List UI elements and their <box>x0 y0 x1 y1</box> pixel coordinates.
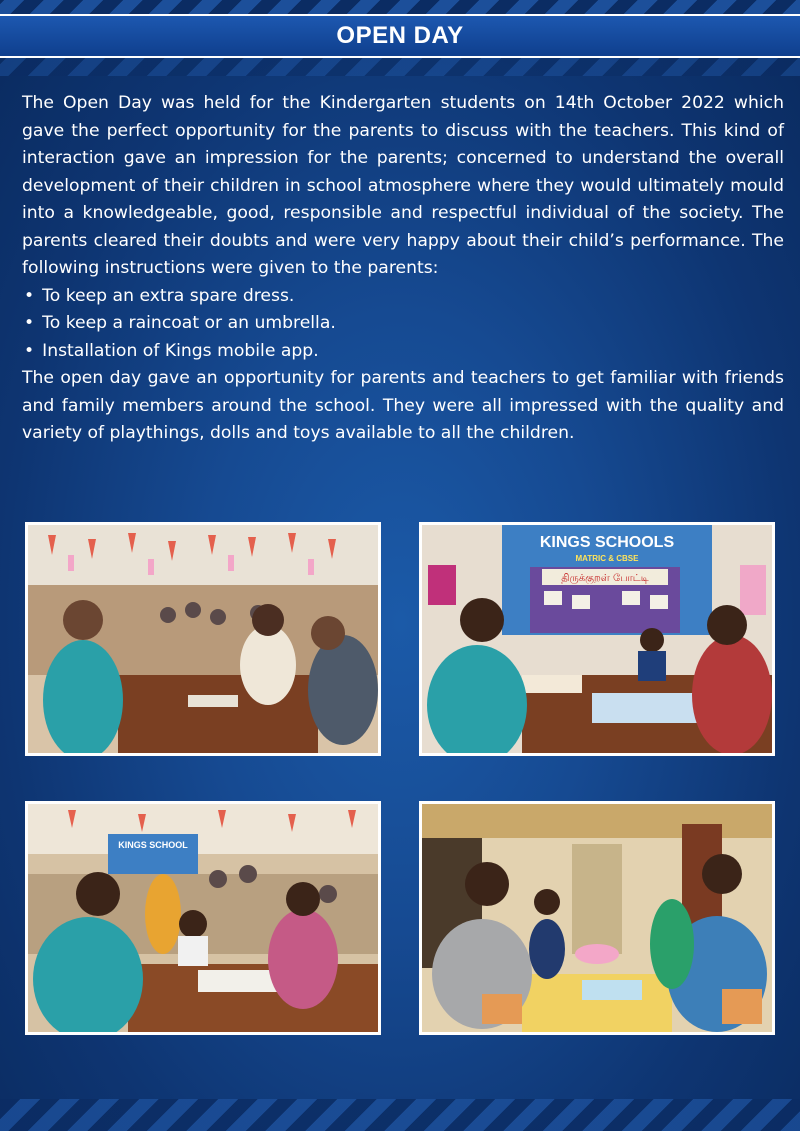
photo-kings-schools-board <box>419 522 775 756</box>
closing-paragraph: The open day gave an opportunity for parents and teachers to get familiar with friends and family members around the school. They were all impressed with the quality and variety of playthings, dolls and toys available to all the children. <box>22 368 784 443</box>
school-sign-text: KINGS SCHOOL <box>118 840 188 850</box>
list-item: • Installation of Kings mobile app. <box>22 338 784 366</box>
instruction-list <box>22 283 784 366</box>
title-bar <box>0 14 800 58</box>
intro-paragraph: The Open Day was held for the Kindergarten students on 14th October 2022 which gave the perfect opportunity for the parents to discuss with the teachers. This kind of interaction gave an impression for the parents; concerned to understand the overall development of their children in school atmosphere where they would ultimately mould into a knowledgeable, good, responsible and respectful individual of the society. The parents cleared their doubts and were very happy about their child’s performance. The following instructions were given to the parents: <box>22 93 784 278</box>
school-sign-subtext: MATRIC & CBSE <box>575 554 639 563</box>
photo-illustration <box>28 525 378 753</box>
photo-illustration <box>422 525 772 753</box>
page-title: OPEN DAY <box>336 22 464 49</box>
list-item: • To keep a raincoat or an umbrella. <box>22 310 784 338</box>
bottom-stripe-decoration <box>0 1099 800 1131</box>
photo-teacher-child-parent <box>25 801 381 1035</box>
photo-illustration <box>28 804 378 1032</box>
competition-banner-text: திருக்குறள் போட்டி <box>561 573 649 584</box>
list-item: • To keep an extra spare dress. <box>22 283 784 311</box>
photo-teacher-parents-meeting <box>25 522 381 756</box>
photo-parent-child-teacher <box>419 801 775 1035</box>
school-sign-text: KINGS SCHOOLS <box>539 534 675 551</box>
header-stripe-decoration <box>0 56 800 76</box>
photo-illustration <box>422 804 772 1032</box>
article-body <box>22 90 784 448</box>
